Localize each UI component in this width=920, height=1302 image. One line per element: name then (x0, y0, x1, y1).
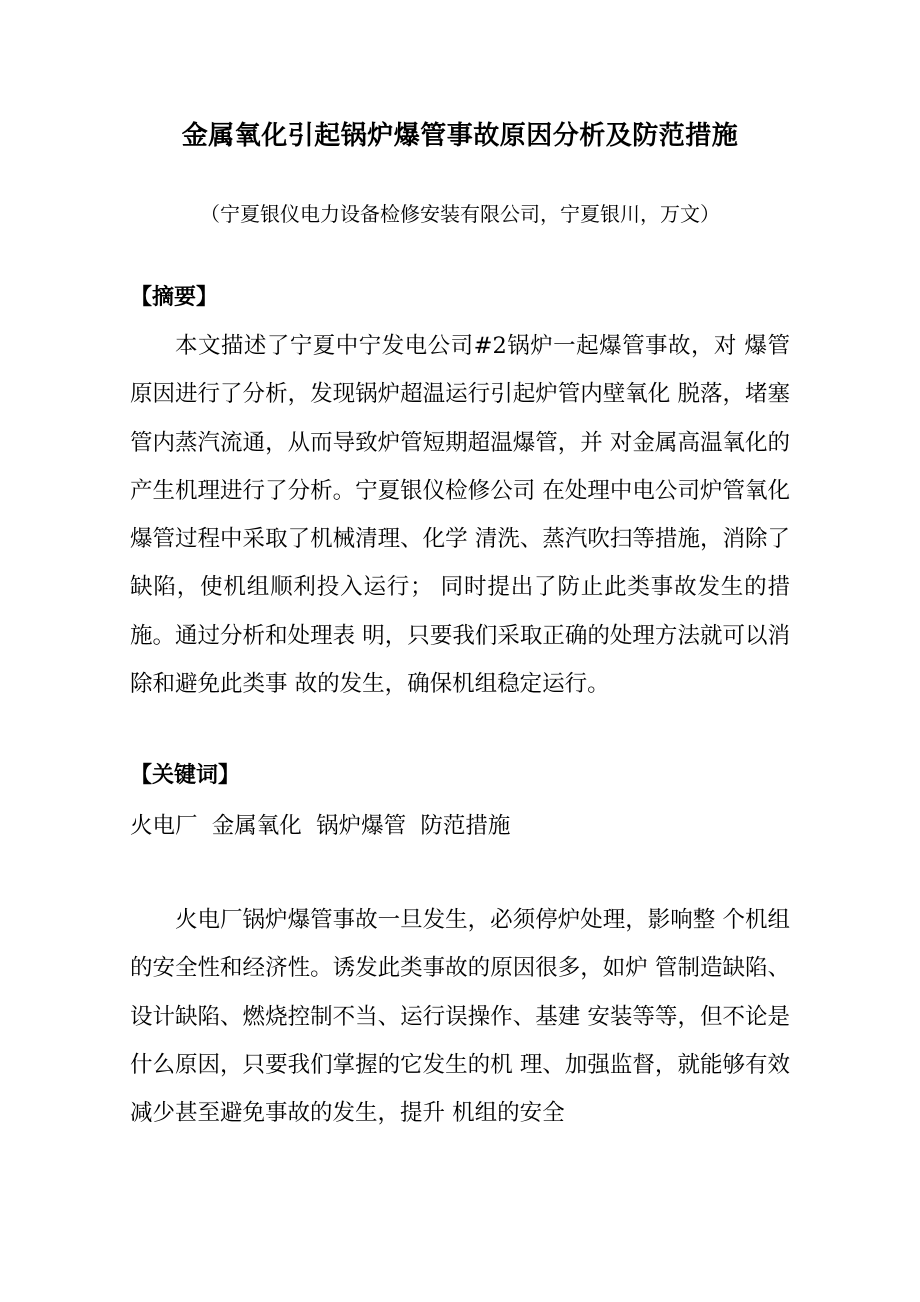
abstract-heading: 【摘要】 (130, 285, 219, 310)
author-line: （宁夏银仪电力设备检修安装有限公司，宁夏银川，万文） (200, 202, 720, 226)
keywords-text: 火电厂 金属氧化 锅炉爆管 防范措施 (130, 813, 511, 839)
abstract-text: 本文描述了宁夏中宁发电公司#2锅炉一起爆管事故，对 爆管原因进行了分析，发现锅炉超温运行引起炉管内壁氧化 脱落，堵塞管内蒸汽流通，从而导致炉管短期超温爆管，并 对金属高温氧化的产生机理进行了分析。宁夏银仪检修公司 在处理中电公司炉管氧化爆管过程中采取了机械清理、化学 清洗、蒸汽吹扫等措施，消除了缺陷，使机组顺利投入运行； 同时提出了防止此类事故发生的措施。通过分析和处理表 明，只要我们采取正确的处理方法就可以消除和避免此类事 故的发生，确保机组稳定运行。 (130, 333, 790, 698)
body-paragraph: 火电厂锅炉爆管事故一旦发生，必须停炉处理，影响整 个机组的安全性和经济性。诱发此类事故的原因很多，如炉 管制造缺陷、设计缺陷、燃烧控制不当、运行误操作、基建 安装等等，但不论是什么原因，只要我们掌握的它发生的机 理、加强监督，就能够有效减少甚至避免事故的发生，提升 机组的安全 (130, 907, 790, 1127)
keywords-heading: 【关键词】 (130, 763, 241, 788)
document-title: 金属氧化引起锅炉爆管事故原因分析及防范措施 (181, 121, 739, 151)
